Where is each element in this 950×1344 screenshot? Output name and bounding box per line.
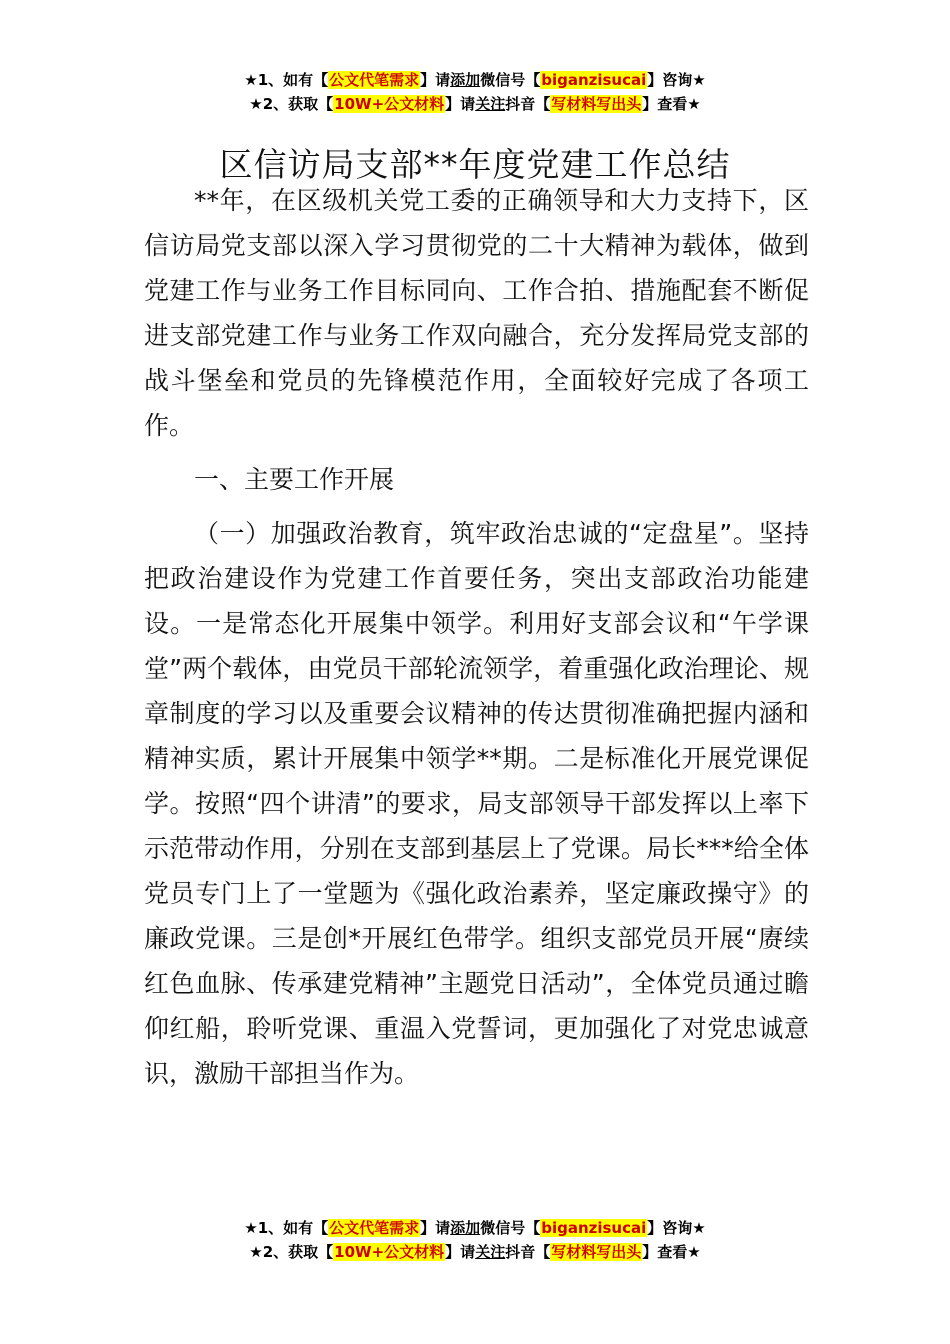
star-icon: ★ <box>249 1243 263 1261</box>
star-icon: ★ <box>687 1243 701 1261</box>
section-heading: 一、主要工作开展 <box>194 465 395 494</box>
highlight-douyin: 写材料写出头 <box>551 1243 642 1261</box>
promo-line-1: ★1、如有【公文代笔需求】请添加微信号【biganzisucai】咨询★ <box>244 1219 706 1237</box>
promo-line-1: ★1、如有【公文代笔需求】请添加微信号【biganzisucai】咨询★ <box>244 71 706 89</box>
star-icon: ★ <box>249 95 263 113</box>
document-title: 区信访局支部**年度党建工作总结 <box>219 145 731 185</box>
highlight-douyin: 写材料写出头 <box>551 95 642 113</box>
paragraph-intro: **年，在区级机关党工委的正确领导和大力支持下，区信访局党支部以深入学习贯彻党的二十大精神为载体，做到党建工作与业务工作目标同向、工作合拍、措施配套不断促进支部党建工作与业务工作双向融合，充分发挥局党支部的战斗堡垒和党员的先锋模范作用，全面较好完成了各项工作。 <box>144 186 809 440</box>
highlight-service: 公文代笔需求 <box>329 71 420 89</box>
document-body <box>144 178 809 1096</box>
star-icon: ★ <box>692 71 706 89</box>
star-icon: ★ <box>244 71 258 89</box>
star-icon: ★ <box>692 1219 706 1237</box>
highlight-wechat-id: biganzisucai <box>541 71 647 89</box>
promo-banner-bottom <box>0 1216 950 1264</box>
highlight-service: 公文代笔需求 <box>329 1219 420 1237</box>
promo-line-2: ★2、获取【10W+公文材料】请关注抖音【写材料写出头】查看★ <box>249 1243 701 1261</box>
highlight-wechat-id: biganzisucai <box>541 1219 647 1237</box>
star-icon: ★ <box>244 1219 258 1237</box>
promo-banner-top <box>0 68 950 116</box>
highlight-materials: 10W+公文材料 <box>334 95 445 113</box>
paragraph-section-1: （一）加强政治教育，筑牢政治忠诚的“定盘星”。坚持把政治建设作为党建工作首要任务，突出支部政治功能建设。一是常态化开展集中领学。利用好支部会议和“午学课堂”两个载体，由党员干部轮流领学，着重强化政治理论、规章制度的学习以及重要会议精神的传达贯彻准确把握内涵和精神实质，累计开展集中领学**期。二是标准化开展党课促学。按照“四个讲清”的要求，局支部领导干部发挥以上率下示范带动作用，分别在支部到基层上了党课。局长***给全体党员专门上了一堂题为《强化政治素养，坚定廉政操守》的廉政党课。三是创*开展红色带学。组织支部党员开展“赓续红色血脉、传承建党精神”主题党日活动”，全体党员通过瞻仰红船，聆听党课、重温入党誓词，更加强化了对党忠诚意识，激励干部担当作为。 <box>144 519 809 1088</box>
highlight-materials: 10W+公文材料 <box>334 1243 445 1261</box>
promo-line-2: ★2、获取【10W+公文材料】请关注抖音【写材料写出头】查看★ <box>249 95 701 113</box>
star-icon: ★ <box>687 95 701 113</box>
